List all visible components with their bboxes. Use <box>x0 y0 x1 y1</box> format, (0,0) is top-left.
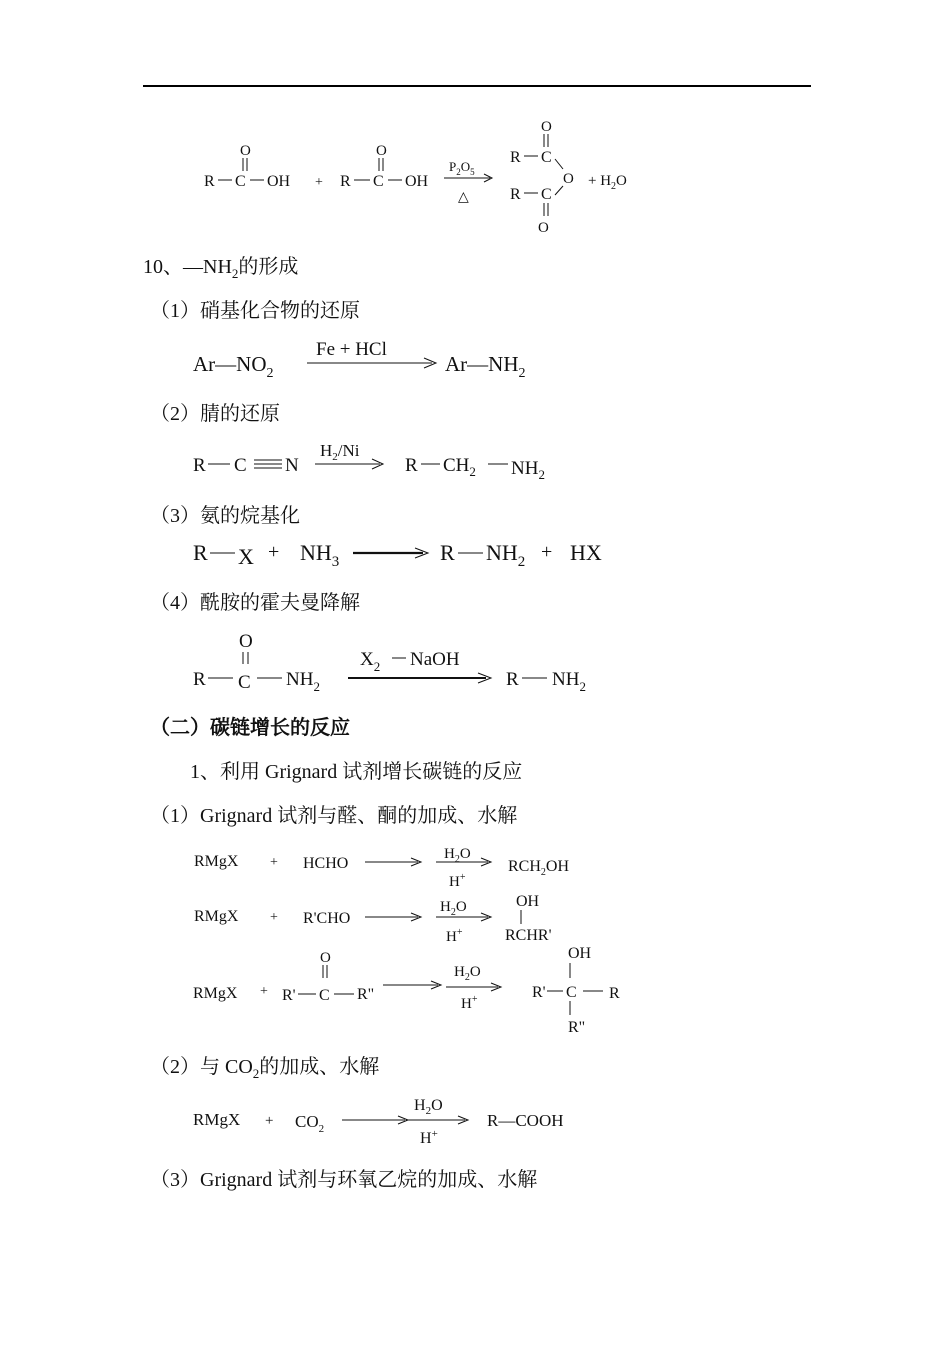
svg-text:R: R <box>609 985 620 1002</box>
svg-text:X: X <box>238 544 254 569</box>
svg-text:Fe + HCl: Fe + HCl <box>316 339 387 360</box>
grignard-carbonyl-reactions <box>190 838 640 1038</box>
svg-text:H+: H+ <box>446 927 463 945</box>
hofmann-reaction <box>190 625 610 700</box>
svg-text:NH2: $NH_2$ <box>286 669 320 694</box>
svg-text:R': R' <box>532 984 546 1001</box>
svg-text:O: O <box>240 143 251 159</box>
heading-nitro-reduction: （1）硝基化合物的还原 <box>150 300 360 322</box>
svg-text:O: O <box>541 119 552 135</box>
svg-text:O: O <box>563 171 574 187</box>
svg-text:C: C <box>373 173 384 190</box>
svg-text:RMgX: RMgX <box>194 853 239 870</box>
svg-text:HCHO: HCHO <box>303 855 349 872</box>
heading-nitrile-reduction: （2）腈的还原 <box>150 403 280 425</box>
svg-text:R'CHO: R'CHO <box>303 910 351 927</box>
svg-text:N: N <box>285 455 299 476</box>
svg-text:O: O <box>538 220 549 236</box>
svg-text:RCH2OH: $RCH_2OH$ <box>508 858 570 878</box>
svg-text:NH2: $NH_2$ <box>486 540 526 570</box>
r-label: R <box>204 173 215 190</box>
svg-text:C: C <box>234 455 247 476</box>
svg-text:H2O: $H_2O$ <box>454 964 481 983</box>
svg-text:CO2: $CO_2$ <box>295 1112 325 1135</box>
heading-ammonia-alkylation: （3）氨的烷基化 <box>150 505 300 527</box>
svg-text:+: + <box>315 175 323 190</box>
svg-text:H+: H+ <box>449 872 466 890</box>
svg-text:△: △ <box>458 190 469 205</box>
heading-grignard-co2: （2）与 $CO_2$的加成、水解 <box>150 1056 380 1081</box>
svg-text:+: + <box>265 1113 274 1129</box>
svg-text:O: O <box>320 950 331 966</box>
svg-text:+: + <box>270 855 278 870</box>
svg-text:NaOH: NaOH <box>410 649 460 670</box>
svg-text:NH3: $NH_3$ <box>300 540 340 570</box>
heading-hofmann-degradation: （4）酰胺的霍夫曼降解 <box>150 592 360 614</box>
svg-text:R: R <box>405 455 418 476</box>
svg-text:H2O: $H_2O$ <box>444 846 471 865</box>
svg-text:O: O <box>376 143 387 159</box>
svg-text:H+: H+ <box>420 1128 438 1147</box>
svg-text:Ar—NO2: $Ar—NO_2$ <box>193 352 274 381</box>
svg-text:P2O5: $P_2O_5$ <box>449 159 475 177</box>
nitro-reduction-reaction <box>190 335 550 383</box>
grignard-co2-reaction <box>190 1090 610 1150</box>
heading-grignard: 1、利用 Grignard 试剂增长碳链的反应 <box>190 761 523 783</box>
svg-text:C: C <box>541 149 552 166</box>
svg-text:R: R <box>510 186 521 203</box>
svg-text:OH: OH <box>267 173 291 190</box>
svg-text:C: C <box>235 173 246 190</box>
svg-text:+ H2O: + $H_2O$ <box>588 173 627 192</box>
svg-text:OH: OH <box>568 945 592 962</box>
svg-text:C: C <box>319 987 330 1004</box>
svg-text:R: R <box>506 669 519 690</box>
svg-text:+: + <box>268 541 280 563</box>
svg-text:H2O: $H_2O$ <box>414 1097 443 1117</box>
svg-text:OH: OH <box>405 173 429 190</box>
svg-text:RMgX: RMgX <box>193 1110 241 1129</box>
svg-text:R": R" <box>568 1019 586 1036</box>
svg-text:H2/Ni: $H_2/Ni$ <box>320 441 360 463</box>
svg-text:NH2: $NH_2$ <box>552 669 586 694</box>
svg-text:RCHR': RCHR' <box>505 927 552 944</box>
svg-text:R: R <box>340 173 351 190</box>
svg-text:X2: $X_2$ <box>360 649 381 674</box>
anhydride-reaction <box>200 115 650 240</box>
svg-text:HX: HX <box>570 540 602 565</box>
svg-text:+: + <box>270 910 278 925</box>
svg-text:OH: OH <box>516 893 540 910</box>
svg-text:R—COOH: R—COOH <box>487 1111 564 1130</box>
heading-grignard-epoxide: （3）Grignard 试剂与环氧乙烷的加成、水解 <box>150 1169 538 1191</box>
header-rule <box>143 85 811 87</box>
svg-text:H2O: $H_2O$ <box>440 899 467 918</box>
section-10-title: 10、$—NH_2$的形成 <box>143 256 299 281</box>
svg-text:R: R <box>193 669 206 690</box>
svg-text:R': R' <box>282 987 296 1004</box>
svg-text:CH2: $CH_2$ <box>443 455 476 479</box>
svg-text:+: + <box>260 984 268 999</box>
svg-text:H+: H+ <box>461 994 478 1012</box>
svg-text:Ar—NH2: $Ar—NH_2$ <box>445 352 526 381</box>
svg-text:O: O <box>239 631 253 652</box>
svg-text:C: C <box>238 672 251 693</box>
svg-text:R: R <box>193 455 206 476</box>
svg-text:RMgX: RMgX <box>194 908 239 925</box>
ammonia-alkylation-reaction <box>190 534 620 576</box>
svg-text:R": R" <box>357 986 375 1003</box>
svg-text:R: R <box>510 149 521 166</box>
svg-text:R: R <box>440 540 455 565</box>
svg-text:C: C <box>541 186 552 203</box>
nitrile-reduction-reaction <box>190 436 560 486</box>
svg-text:NH2: $NH_2$ <box>511 458 545 482</box>
svg-text:C: C <box>566 984 577 1001</box>
svg-text:R: R <box>193 540 208 565</box>
heading-carbon-chain: （二）碳链增长的反应 <box>150 717 350 739</box>
svg-text:+: + <box>541 541 553 563</box>
svg-text:RMgX: RMgX <box>193 985 238 1002</box>
heading-grignard-aldehyde-ketone: （1）Grignard 试剂与醛、酮的加成、水解 <box>150 805 518 827</box>
